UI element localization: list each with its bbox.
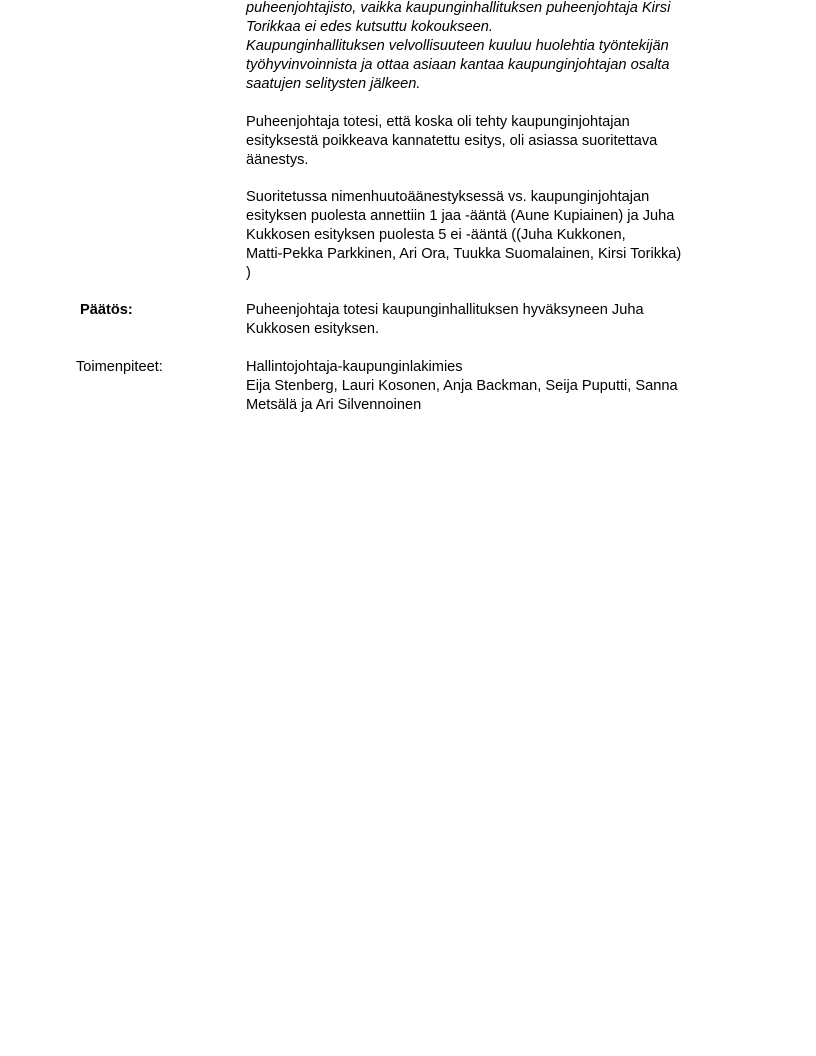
intro-line: Torikkaa ei edes kutsuttu kokoukseen. — [246, 19, 493, 35]
vote-result-line: ) — [246, 265, 251, 281]
decision-line: Puheenjohtaja totesi kaupunginhallituksen hyväksyneen Juha — [246, 302, 644, 318]
actions-label: Toimenpiteet: — [76, 359, 163, 375]
vote-statement-line: Puheenjohtaja totesi, että koska oli tehty kaupunginjohtajan — [246, 114, 630, 130]
vote-result-line: Kukkosen esityksen puolesta 5 ei -ääntä ((Juha Kukkonen, — [246, 227, 626, 243]
actions-line: Hallintojohtaja-kaupunginlakimies — [246, 359, 463, 375]
actions-line: Metsälä ja Ari Silvennoinen — [246, 397, 422, 413]
vote-statement-line: esityksestä poikkeava kannatettu esitys, oli asiassa suoritettava — [246, 133, 658, 149]
decision-paragraph — [246, 301, 746, 339]
intro-line: työhyvinvoinnista ja ottaa asiaan kantaa kaupunginjohtajan osalta — [246, 57, 670, 73]
vote-result-paragraph — [246, 188, 746, 283]
decision-line: Kukkosen esityksen. — [246, 321, 380, 337]
actions-line: Eija Stenberg, Lauri Kosonen, Anja Backman, Seija Puputti, Sanna — [246, 378, 678, 394]
vote-result-line: Matti-Pekka Parkkinen, Ari Ora, Tuukka Suomalainen, Kirsi Torikka) — [246, 246, 682, 262]
intro-line: saatujen selitysten jälkeen. — [246, 76, 421, 92]
intro-italic-paragraph — [246, 0, 746, 94]
actions-paragraph — [246, 358, 746, 415]
vote-result-line: Suoritetussa nimenhuutoäänestyksessä vs. kaupunginjohtajan — [246, 189, 650, 205]
intro-line: puheenjohtajisto, vaikka kaupunginhallituksen puheenjohtaja Kirsi — [246, 0, 671, 16]
decision-label: Päätös: — [80, 302, 133, 318]
vote-statement-line: äänestys. — [246, 152, 309, 168]
intro-line: Kaupunginhallituksen velvollisuuteen kuuluu huolehtia työntekijän — [246, 38, 669, 54]
vote-result-line: esityksen puolesta annettiin 1 jaa -ääntä (Aune Kupiainen) ja Juha — [246, 208, 675, 224]
vote-statement-paragraph — [246, 113, 746, 170]
